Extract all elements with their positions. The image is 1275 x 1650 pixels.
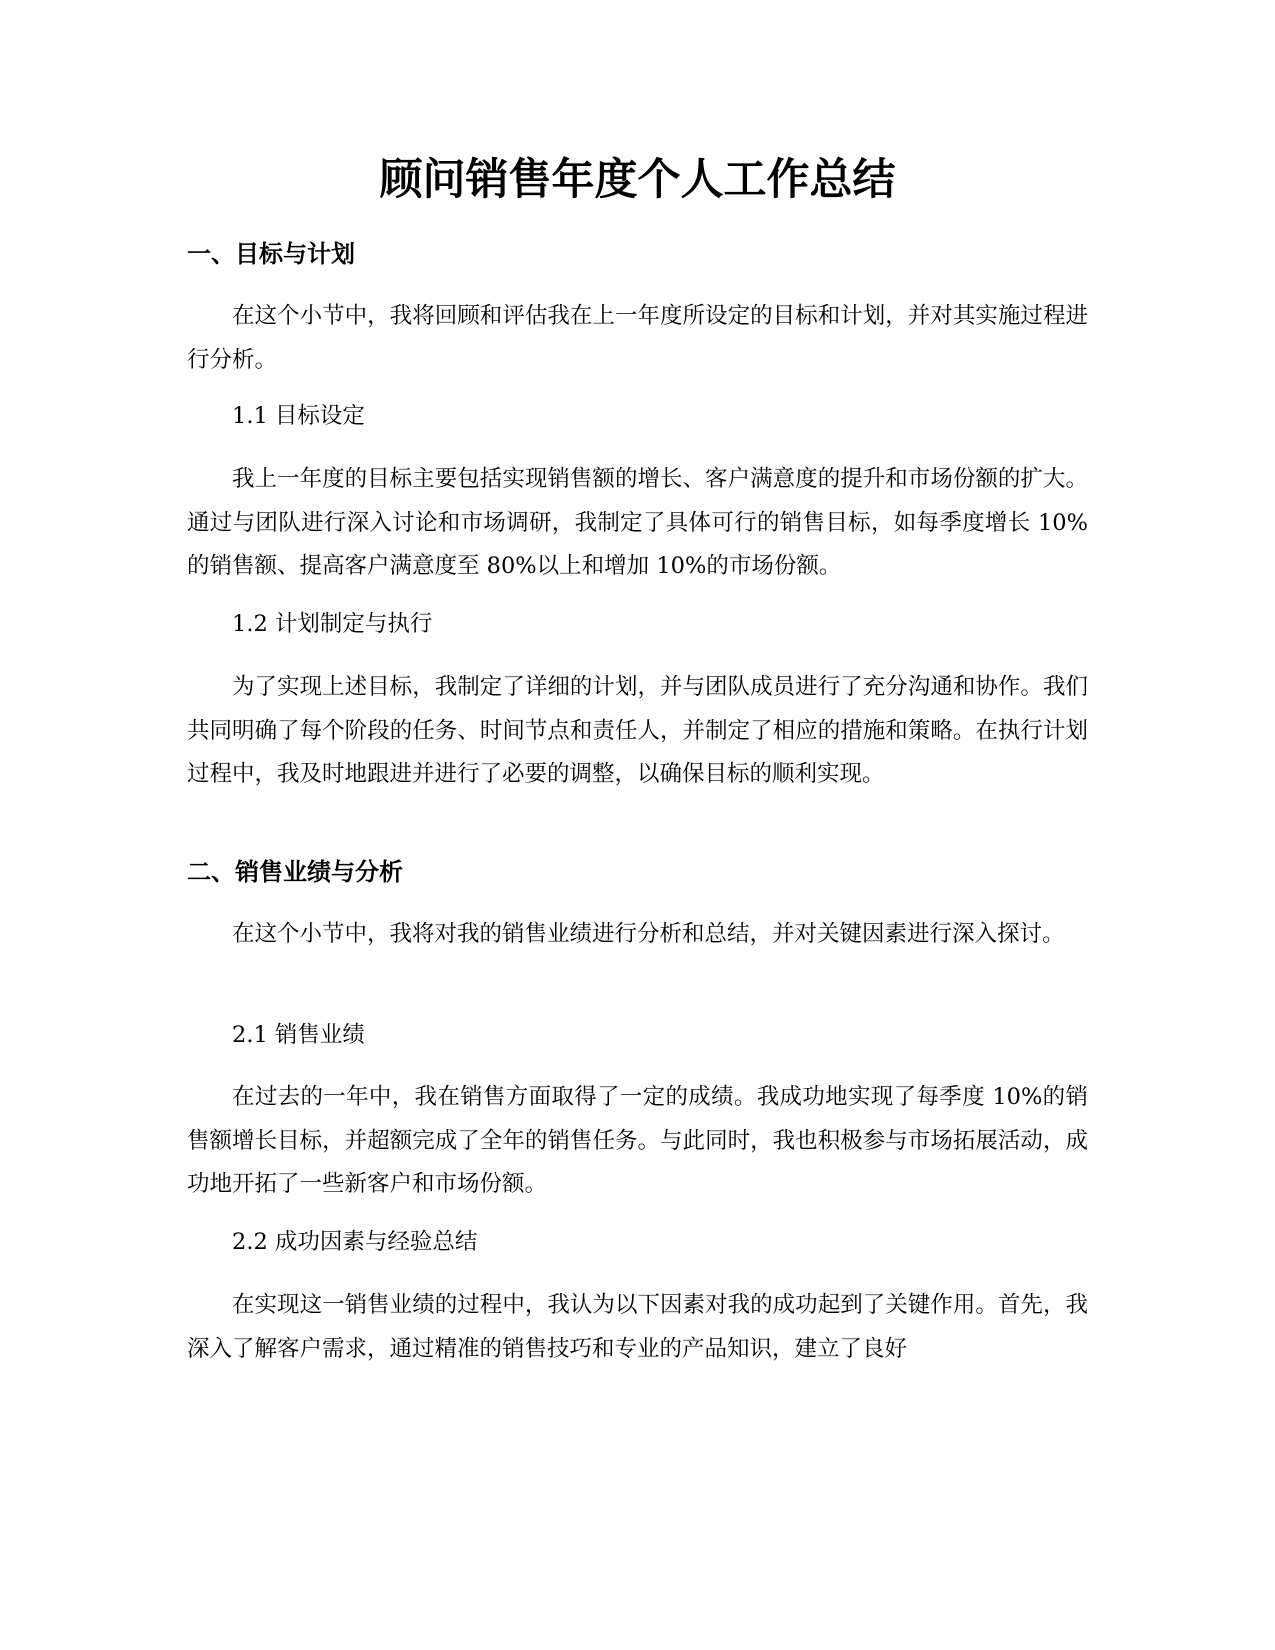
subheading-goal-setting: 1.1 目标设定 [232, 403, 365, 429]
subheading-sales-results: 2.1 销售业绩 [232, 1022, 365, 1048]
paragraph-plan-execution: 为了实现上述目标，我制定了详细的计划，并与团队成员进行了充分沟通和协作。我们共同明确了每个阶段的任务、时间节点和责任人，并制定了相应的措施和策略。在执行计划过程中，我及时地跟进并进行了必要的调整，以确保目标的顺利实现。 [187, 674, 1088, 787]
paragraph-success-factors: 在实现这一销售业绩的过程中，我认为以下因素对我的成功起到了关键作用。首先，我深入了解客户需求，通过精准的销售技巧和专业的产品知识，建立了良好 [187, 1292, 1088, 1362]
section-heading-sales-performance: 二、销售业绩与分析 [187, 858, 403, 886]
document-title: 顾问销售年度个人工作总结 [379, 155, 896, 205]
paragraph-sales-results: 在过去的一年中，我在销售方面取得了一定的成绩。我成功地实现了每季度 10%的销售额增长目标，并超额完成了全年的销售任务。与此同时，我也积极参与市场拓展活动，成功地开拓了一些新客户和市场份额。 [187, 1084, 1088, 1197]
section-intro-goals-plan: 在这个小节中，我将回顾和评估我在上一年度所设定的目标和计划，并对其实施过程进行分析。 [187, 303, 1088, 373]
subheading-success-factors: 2.2 成功因素与经验总结 [232, 1229, 478, 1255]
paragraph-goal-setting: 我上一年度的目标主要包括实现销售额的增长、客户满意度的提升和市场份额的扩大。通过与团队进行深入讨论和市场调研，我制定了具体可行的销售目标，如每季度增长 10%的销售额、提高客户满意度至 80%以上和增加 10%的市场份额。 [187, 466, 1088, 579]
subheading-plan-execution: 1.2 计划制定与执行 [232, 611, 433, 637]
section-intro-sales-performance: 在这个小节中，我将对我的销售业绩进行分析和总结，并对关键因素进行深入探讨。 [232, 921, 1065, 947]
section-heading-goals-plan: 一、目标与计划 [187, 240, 355, 268]
